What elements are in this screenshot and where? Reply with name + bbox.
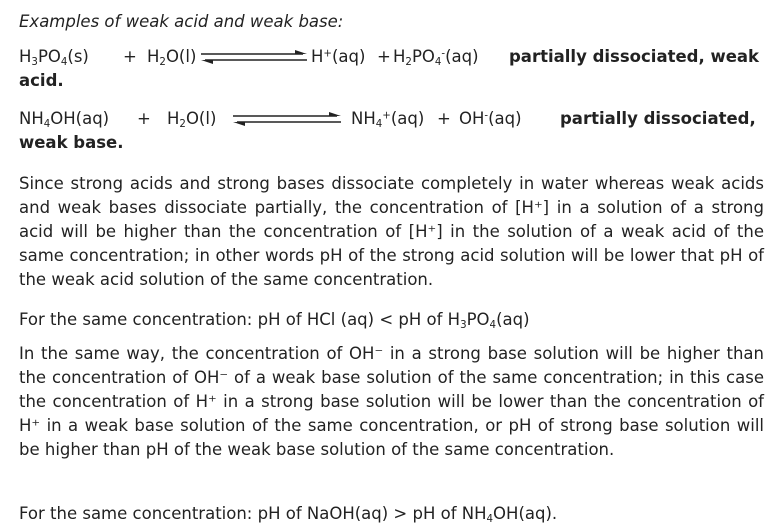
reaction-note-continuation: acid. <box>19 71 64 90</box>
equilibrium-arrow-icon <box>199 49 309 65</box>
comparison-base: For the same concentration: pH of NaOH(aq) > pH of $NH_4OH(aq)$. <box>19 504 558 526</box>
reaction-note-continuation: weak base. <box>19 133 124 152</box>
product-hydrogen-ion: H+(aq) <box>311 47 366 66</box>
product-hydroxide-ion: OH-(aq) <box>459 109 522 128</box>
reactant-water: $H_2O(l)$ <box>167 109 217 131</box>
reaction-note: partially dissociated, <box>560 109 756 128</box>
plus-sign: + <box>137 109 151 128</box>
product-ammonium-ion: $NH_4^+(aq)$ <box>351 109 425 131</box>
product-dihydrogen-phosphate: $H_2PO_4^-(aq)$ <box>393 47 479 69</box>
equilibrium-arrow-icon <box>231 111 343 127</box>
reaction-weak-base <box>19 108 764 156</box>
paragraph-strong-vs-weak-base: In the same way, the concentration of OH⁻ in a strong base solution will be higher than the concentration of OH⁻ of a weak base solution of the same concentration; in this case the concentration of H⁺ in a strong base solution will be lower than the concentration of H⁺ in a weak base solution of the same concentration, or pH of strong base solution will be higher than pH of the weak base solution of the same concentration. <box>19 344 764 459</box>
plus-sign: + <box>437 109 451 128</box>
reactant-ammonium-hydroxide: $NH_4OH(aq)$ <box>19 109 110 131</box>
comparison-acid: For the same concentration: pH of HCl (aq) < pH of $H_3PO_4(aq)$ <box>19 310 530 332</box>
plus-sign: + <box>123 47 137 66</box>
reaction-weak-acid <box>19 46 764 94</box>
plus-sign: + <box>377 47 391 66</box>
reactant-phosphoric-acid: $H_3PO_4(s)$ <box>19 47 89 69</box>
section-heading: Examples of weak acid and weak base: <box>19 12 344 31</box>
paragraph-strong-vs-weak-acid: Since strong acids and strong bases dissociate completely in water whereas weak acids and weak bases dissociate partially, the concentration of [H⁺] in a solution of a strong acid will be higher than the concentration of [H⁺] in the solution of a weak acid of the same concentration; in other words pH of the strong acid solution will be lower that pH of the weak acid solution of the same concentration. <box>19 174 764 289</box>
reaction-note: partially dissociated, weak <box>509 47 760 66</box>
reactant-water: $H_2O(l)$ <box>147 47 197 69</box>
